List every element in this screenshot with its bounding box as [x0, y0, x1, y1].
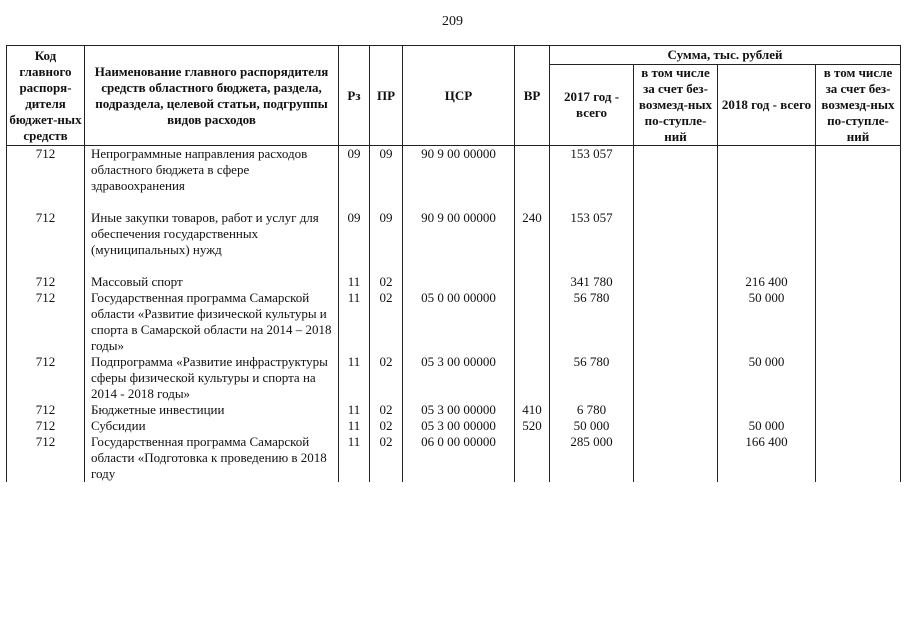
header-rz: Рз	[339, 46, 370, 146]
row-2018-total	[718, 210, 816, 258]
row-name: Подпрограмма «Развитие инфраструктуры сферы физической культуры и спорта на 2014 - 2018 годы»	[85, 354, 339, 402]
table-body	[7, 146, 901, 483]
row-2017-total: 153 057	[550, 146, 634, 195]
header-pr: ПР	[370, 46, 403, 146]
spacer-cell	[718, 194, 816, 210]
row-code: 712	[7, 354, 85, 402]
row-2018-free	[816, 274, 901, 290]
row-name: Государственная программа Самарской области «Подготовка к проведению в 2018 году	[85, 434, 339, 482]
spacer-cell	[339, 194, 370, 210]
row-rz: 11	[339, 402, 370, 418]
row-name: Иные закупки товаров, работ и услуг для обеспечения государственных (муниципальных) нужд	[85, 210, 339, 258]
row-vr: 410	[515, 402, 550, 418]
table-header	[7, 46, 901, 146]
table-row	[7, 290, 901, 354]
row-2018-total	[718, 402, 816, 418]
row-2017-free	[634, 290, 718, 354]
spacer-cell	[550, 258, 634, 274]
spacer-cell	[85, 194, 339, 210]
row-2017-total: 285 000	[550, 434, 634, 482]
header-csr: ЦСР	[403, 46, 515, 146]
row-code: 712	[7, 146, 85, 195]
row-2017-total: 6 780	[550, 402, 634, 418]
header-code: Код главного распоря-дителя бюджет-ных средств	[7, 46, 85, 146]
row-name: Непрограммные направления расходов областного бюджета в сфере здравоохранения	[85, 146, 339, 195]
row-csr: 05 3 00 00000	[403, 402, 515, 418]
row-2017-free	[634, 402, 718, 418]
row-2017-total: 341 780	[550, 274, 634, 290]
row-pr: 02	[370, 274, 403, 290]
spacer-cell	[634, 258, 718, 274]
row-spacer	[7, 194, 901, 210]
spacer-cell	[370, 194, 403, 210]
row-2017-total: 50 000	[550, 418, 634, 434]
table-row	[7, 434, 901, 482]
table-row	[7, 146, 901, 195]
spacer-cell	[7, 258, 85, 274]
header-2017-free: в том числе за счет без-возмезд-ных по-ступле-ний	[634, 65, 718, 146]
spacer-cell	[515, 194, 550, 210]
row-pr: 02	[370, 402, 403, 418]
spacer-cell	[634, 194, 718, 210]
row-pr: 02	[370, 434, 403, 482]
row-2017-free	[634, 434, 718, 482]
row-name: Бюджетные инвестиции	[85, 402, 339, 418]
row-2017-free	[634, 274, 718, 290]
spacer-cell	[7, 194, 85, 210]
row-2018-free	[816, 210, 901, 258]
header-2018-free: в том числе за счет без-возмезд-ных по-ступле-ний	[816, 65, 901, 146]
table-row	[7, 210, 901, 258]
row-rz: 11	[339, 354, 370, 402]
row-2018-free	[816, 402, 901, 418]
row-csr: 90 9 00 00000	[403, 210, 515, 258]
row-rz: 09	[339, 210, 370, 258]
spacer-cell	[718, 258, 816, 274]
spacer-cell	[550, 194, 634, 210]
row-name: Массовый спорт	[85, 274, 339, 290]
row-2018-free	[816, 146, 901, 195]
header-sum-group: Сумма, тыс. рублей	[550, 46, 901, 65]
spacer-cell	[339, 258, 370, 274]
row-spacer	[7, 258, 901, 274]
row-2018-total: 50 000	[718, 354, 816, 402]
row-2018-free	[816, 290, 901, 354]
row-2017-free	[634, 354, 718, 402]
row-rz: 11	[339, 274, 370, 290]
row-rz: 11	[339, 434, 370, 482]
row-2018-total: 50 000	[718, 290, 816, 354]
row-vr	[515, 274, 550, 290]
row-code: 712	[7, 290, 85, 354]
table-row	[7, 274, 901, 290]
spacer-cell	[403, 194, 515, 210]
row-vr	[515, 290, 550, 354]
spacer-cell	[370, 258, 403, 274]
row-vr	[515, 354, 550, 402]
header-2018-total: 2018 год - всего	[718, 65, 816, 146]
row-pr: 02	[370, 354, 403, 402]
row-pr: 09	[370, 210, 403, 258]
row-2018-total	[718, 146, 816, 195]
row-2018-free	[816, 354, 901, 402]
spacer-cell	[403, 258, 515, 274]
row-2017-free	[634, 146, 718, 195]
header-name: Наименование главного распорядителя средств областного бюджета, раздела, подраздела, целевой статьи, подгруппы видов расходов	[85, 46, 339, 146]
row-vr: 520	[515, 418, 550, 434]
budget-table	[6, 45, 901, 482]
row-pr: 09	[370, 146, 403, 195]
row-code: 712	[7, 274, 85, 290]
spacer-cell	[85, 258, 339, 274]
row-2017-total: 153 057	[550, 210, 634, 258]
row-rz: 09	[339, 146, 370, 195]
row-code: 712	[7, 434, 85, 482]
row-code: 712	[7, 402, 85, 418]
row-pr: 02	[370, 418, 403, 434]
table-row	[7, 354, 901, 402]
row-vr	[515, 434, 550, 482]
row-code: 712	[7, 210, 85, 258]
spacer-cell	[515, 258, 550, 274]
row-csr: 05 3 00 00000	[403, 418, 515, 434]
row-2017-free	[634, 418, 718, 434]
spacer-cell	[816, 258, 901, 274]
row-csr: 05 3 00 00000	[403, 354, 515, 402]
row-csr: 06 0 00 00000	[403, 434, 515, 482]
row-name: Субсидии	[85, 418, 339, 434]
row-2018-free	[816, 434, 901, 482]
row-2017-total: 56 780	[550, 290, 634, 354]
header-2017-total: 2017 год - всего	[550, 65, 634, 146]
row-name: Государственная программа Самарской области «Развитие физической культуры и спорта в Самарской области на 2014 – 2018 годы»	[85, 290, 339, 354]
row-code: 712	[7, 418, 85, 434]
row-vr	[515, 146, 550, 195]
table-row	[7, 402, 901, 418]
row-2018-total: 166 400	[718, 434, 816, 482]
row-pr: 02	[370, 290, 403, 354]
row-csr: 90 9 00 00000	[403, 146, 515, 195]
row-2018-total: 216 400	[718, 274, 816, 290]
row-2017-total: 56 780	[550, 354, 634, 402]
spacer-cell	[816, 194, 901, 210]
row-csr: 05 0 00 00000	[403, 290, 515, 354]
row-rz: 11	[339, 418, 370, 434]
row-2018-free	[816, 418, 901, 434]
page-number: 209	[442, 14, 463, 29]
row-2017-free	[634, 210, 718, 258]
row-rz: 11	[339, 290, 370, 354]
header-vr: ВР	[515, 46, 550, 146]
row-2018-total: 50 000	[718, 418, 816, 434]
row-vr: 240	[515, 210, 550, 258]
row-csr	[403, 274, 515, 290]
table-row	[7, 418, 901, 434]
